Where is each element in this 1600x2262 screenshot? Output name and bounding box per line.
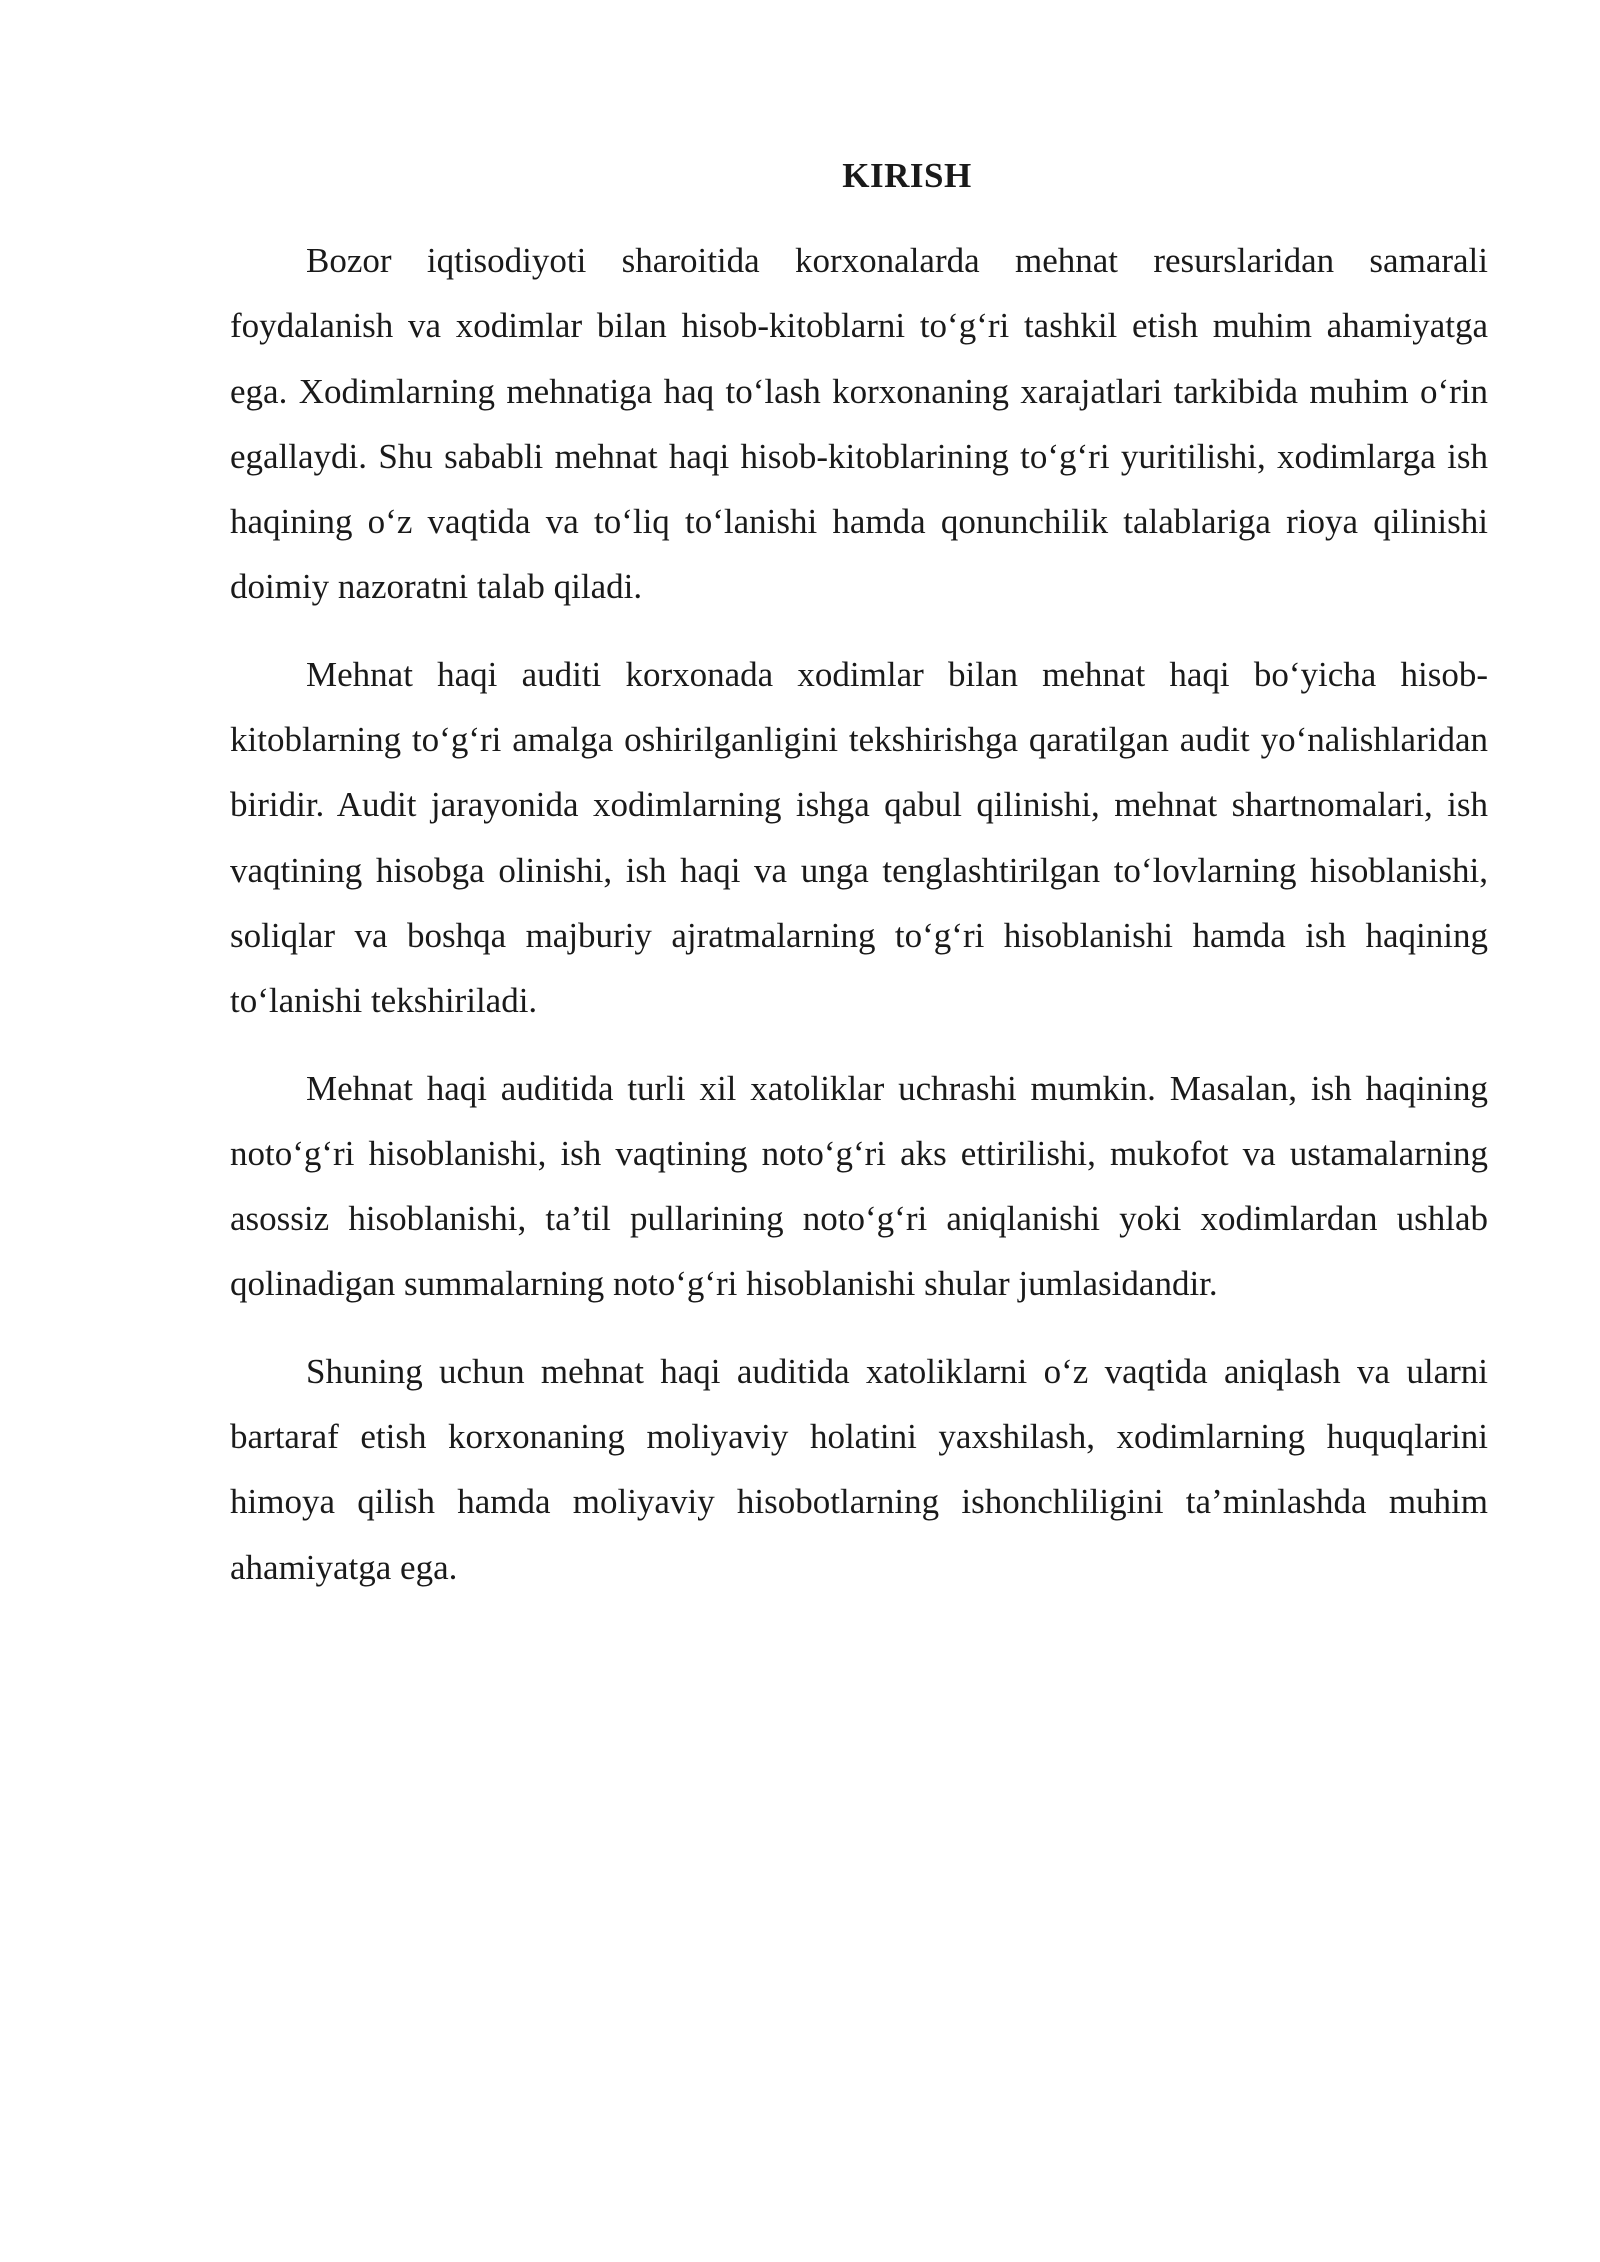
page-title: KIRISH [842, 156, 972, 195]
paragraph-3: Mehnat haqi auditida turli xil xatoliklar uchrashi mumkin. Masalan, ish haqining noto‘g‘ri hisoblanishi, ish vaqtining noto‘g‘ri aks ettirilishi, mukofot va ustamalarning asossiz hisoblanishi, ta’til pullarining noto‘g‘ri aniqlanishi yoki xodimlardan ushlab qolinadigan summalarning noto‘g‘ri hisoblanishi shular jumlasidandir. [230, 1068, 1488, 1304]
paragraph-4: Shuning uchun mehnat haqi auditida xatoliklarni o‘z vaqtida aniqlash va ularni bartaraf etish korxonaning moliyaviy holatini yaxshilash, xodimlarning huquqlarini himoya qilish hamda moliyaviy hisobotlarning ishonchliligini ta’minlashda muhim ahamiyatga ega. [230, 1351, 1488, 1587]
paragraph-2: Mehnat haqi auditi korxonada xodimlar bilan mehnat haqi bo‘yicha hisob-kitoblarning to‘g‘ri amalga oshirilganligini tekshirishga qaratilgan audit yo‘nalishlaridan biridir. Audit jarayonida xodimlarning ishga qabul qilinishi, mehnat shartnomalari, ish vaqtining hisobga olinishi, ish haqi va unga tenglashtirilgan to‘lovlarning hisoblanishi, soliqlar va boshqa majburiy ajratmalarning to‘g‘ri hisoblanishi hamda ish haqining to‘lanishi tekshiriladi. [230, 654, 1488, 1021]
paragraph-1: Bozor iqtisodiyoti sharoitida korxonalarda mehnat resurslaridan samarali foydalanish va xodimlar bilan hisob-kitoblarni to‘g‘ri tashkil etish muhim ahamiyatga ega. Xodimlarning mehnatiga haq to‘lash korxonaning xarajatlari tarkibida muhim o‘rin egallaydi. Shu sababli mehnat haqi hisob-kitoblarining to‘g‘ri yuritilishi, xodimlarga ish haqining o‘z vaqtida va to‘liq to‘lanishi hamda qonunchilik talablariga rioya qilinishi doimiy nazoratni talab qiladi. [230, 241, 1488, 607]
document-body [230, 148, 1488, 1622]
